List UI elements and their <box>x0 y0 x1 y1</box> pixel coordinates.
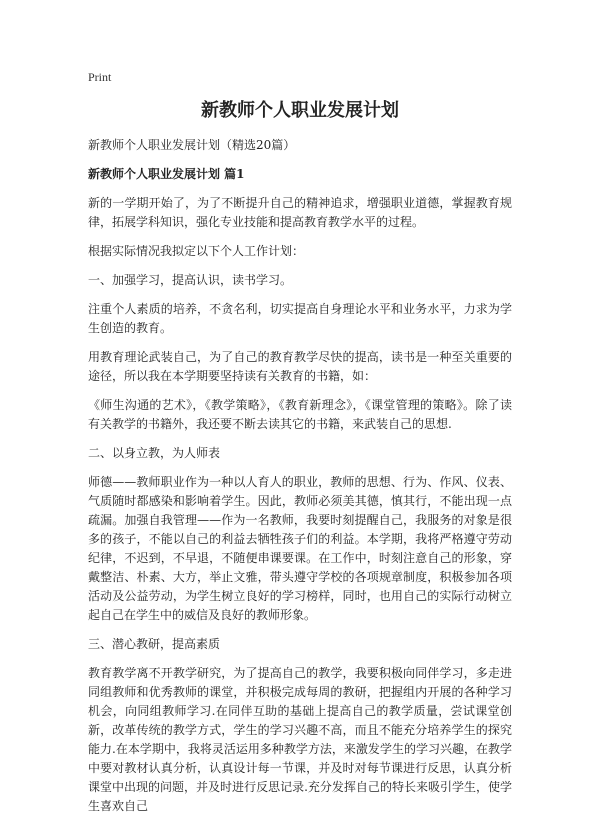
document-subtitle: 新教师个人职业发展计划（精选20篇） <box>88 138 296 152</box>
heading-study: 一、加强学习，提高认识，读书学习。 <box>88 273 293 287</box>
paragraph-books: 《师生沟通的艺术》，《教学策略》，《教育新理念》，《课堂管理的策略》。除了读有关教学的书籍外，我还要不断去读其它的书籍，来武装自己的思想. <box>88 398 512 431</box>
section-title: 新教师个人职业发展计划 篇1 <box>88 167 245 181</box>
print-link[interactable]: Print <box>88 70 112 84</box>
paragraph-reading: 用教育理论武装自己，为了自己的教育教学尽快的提高，读书是一种至关重要的途径，所以我在本学期要坚持读有关教育的书籍，如： <box>88 350 512 383</box>
heading-research: 三、潜心教研，提高素质 <box>88 637 221 651</box>
page-title: 新教师个人职业发展计划 <box>201 100 399 121</box>
paragraph-research: 教育教学离不开教学研究，为了提高自己的教学，我要积极向同伴学习，多走进同组教师和优秀教师的课堂，并积极完成每周的教研，把握组内开展的各种学习机会，向同组教师学习.在同伴互助的基础上提高自己的教学质量，尝试课堂创新，改革传统的教学方式，学生的学习兴趣不高，而且不能充分培养学生的探究能力.在本学期中，我将灵活运用多种教学方法，来激发学生的学习兴趣，在教学中要对教材认真分析，认真设计每一节课，并及时对每节课进行反思，认真分析课堂中出现的问题，并及时进行反思记录.充分发挥自己的特长来吸引学生，使学生喜欢自己 <box>88 666 512 813</box>
paragraph-quality: 注重个人素质的培养，不贪名利，切实提高自身理论水平和业务水平，力求为学生创造的教育。 <box>88 302 512 335</box>
paragraph-plan-intro: 根据实际情况我拟定以下个人工作计划： <box>88 244 305 258</box>
paragraph-intro: 新的一学期开始了，为了不断提升自己的精神追求，增强职业道德，掌握教育规律，拓展学科知识，强化专业技能和提高教育教学水平的过程。 <box>88 196 512 229</box>
heading-role-model: 二、以身立教，为人师表 <box>88 446 221 460</box>
paragraph-ethics: 师德——教师职业作为一种以人育人的职业，教师的思想、行为、作风、仪表、气质随时都感染和影响着学生。因此，教师必须美其德，慎其行，不能出现一点疏漏。加强自我管理——作为一名教师，我要时刻提醒自己，我服务的对象是很多的孩子，不能以自己的利益去牺牲孩子们的利益。本学期，我将严格遵守劳动纪律，不迟到，不早退，不随便串课要课。在工作中，时刻注意自己的形象，穿戴整洁、朴素、大方，举止文雅，带头遵守学校的各项规章制度，积极参加各项活动及公益劳动，为学生树立良好的学习榜样，同时，也用自己的实际行动树立起自己在学生中的威信及良好的教师形象。 <box>88 475 512 622</box>
